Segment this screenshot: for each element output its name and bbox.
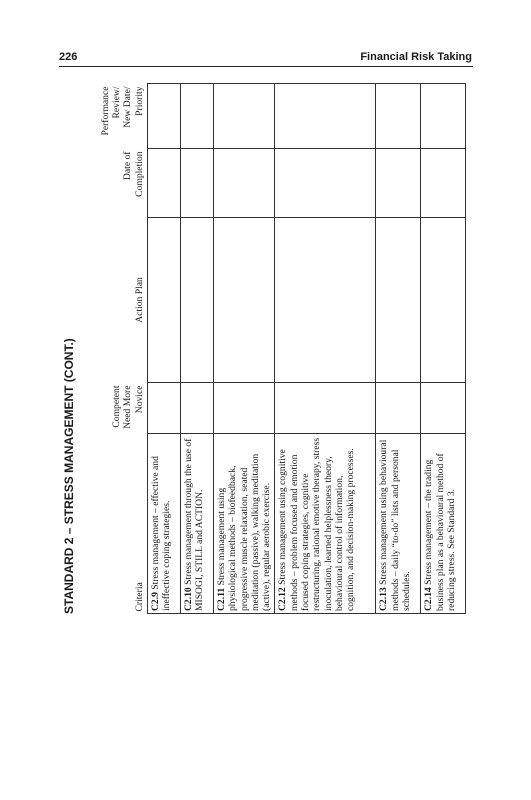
action-plan-cell (275, 218, 376, 383)
criteria-cell (275, 434, 376, 614)
competent-header-line: Need More (122, 385, 134, 429)
criteria-text: Stress management using behavioural methods – daily “to-do” lists and personal schedules. (378, 439, 413, 611)
review-cell (181, 84, 214, 149)
date-cell (148, 149, 181, 218)
table-row (181, 84, 214, 614)
review-header-line: Performance (99, 86, 111, 136)
review-header-line: Priority (133, 86, 145, 116)
action-plan-cell (421, 218, 466, 383)
date-cell (421, 149, 466, 218)
review-cell (214, 84, 275, 149)
review-cell (275, 84, 376, 149)
criteria-id: C2.12 (277, 587, 289, 611)
competent-cell (214, 383, 275, 434)
review-cell (421, 84, 466, 149)
criteria-cell (421, 434, 466, 614)
date-column-header (84, 149, 148, 218)
date-cell (376, 149, 421, 218)
table-row (275, 84, 376, 614)
competent-cell (376, 383, 421, 434)
criteria-id: C2.10 (183, 587, 194, 611)
review-cell (148, 84, 181, 149)
competent-cell (148, 383, 181, 434)
criteria-table (84, 83, 466, 614)
action-plan-cell (148, 218, 181, 383)
action-plan-column-header (84, 218, 148, 383)
date-cell (214, 149, 275, 218)
action-plan-header-label: Action Plan (133, 277, 145, 323)
running-title: Financial Risk Taking (360, 51, 472, 63)
date-header-line: Date of (122, 151, 134, 181)
criteria-cell (214, 434, 275, 614)
review-cell (376, 84, 421, 149)
action-plan-cell (376, 218, 421, 383)
table-row (421, 84, 466, 614)
rotated-table-block (62, 84, 458, 614)
action-plan-cell (181, 218, 214, 383)
date-cell (275, 149, 376, 218)
date-cell (181, 149, 214, 218)
action-plan-cell (214, 218, 275, 383)
table-row (214, 84, 275, 614)
criteria-cell (148, 434, 181, 614)
competent-header-line: Novice (133, 385, 145, 414)
table-title: STANDARD 2 – STRESS MANAGEMENT (CONT.) (62, 338, 76, 614)
competent-column-header (84, 383, 148, 434)
competent-cell (421, 383, 466, 434)
criteria-cell (376, 434, 421, 614)
table-row (376, 84, 421, 614)
criteria-text: Stress management through the use of MISOGI, STILL and ACTION. (183, 438, 206, 611)
competent-cell (181, 383, 214, 434)
criteria-id: C2.9 (150, 592, 161, 611)
criteria-text: Stress management – effective and ineffective coping strategies. (150, 456, 173, 611)
review-header-line: Review/ (111, 86, 123, 119)
competent-header-line: Competent (111, 385, 123, 428)
criteria-id: C2.14 (423, 587, 435, 611)
criteria-text: Stress management – the trading business plan as a behavioural method of reducing stress. See Standard 3. (423, 453, 458, 611)
criteria-column-header (84, 434, 148, 614)
competent-cell (275, 383, 376, 434)
review-column-header (84, 84, 148, 149)
page-number: 226 (59, 51, 78, 63)
table-header-row (84, 84, 148, 614)
criteria-cell (181, 434, 214, 614)
review-header-line: New Date/ (122, 86, 134, 128)
criteria-id: C2.13 (378, 587, 390, 611)
date-header-line: Completion (133, 151, 145, 197)
criteria-id: C2.11 (216, 587, 227, 611)
criteria-text: Stress management using cognitive methods – problem focused and emotion focused coping strategies, cognitive restructuring, rational emotive therapy, stress inoculation, learned helplessness theory, behavioural control of information, cognition, and decision-making processes. (277, 437, 357, 611)
table-row (148, 84, 181, 614)
criteria-text: Stress management using physiological methods – biofeedback, progressive muscle relaxation, seated meditation (passive), walking meditation (active), regular aerobic exercise. (216, 453, 273, 611)
header-rule (59, 66, 473, 67)
criteria-header-label: Criteria (133, 582, 145, 612)
